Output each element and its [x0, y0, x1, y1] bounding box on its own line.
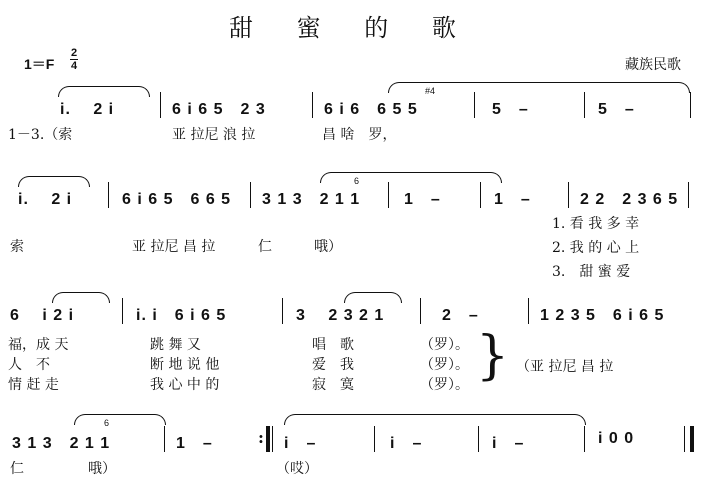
verse-3-lyric: 我 心 中 的	[150, 377, 220, 393]
measure: 6 i 6 5 2 3	[172, 101, 266, 118]
measure: 2 –	[442, 307, 479, 324]
barline	[568, 182, 569, 208]
measure: i. i 6 i 6 5	[136, 307, 227, 324]
verse-3-lyric: 寂 寞	[312, 377, 354, 393]
measure: 1 –	[176, 435, 213, 452]
staff-line-2	[0, 174, 703, 214]
barline	[312, 92, 313, 118]
barline	[684, 426, 685, 452]
verse-2-lyric: 断 地 说 他	[150, 357, 220, 373]
measure: 1 –	[494, 191, 531, 208]
verse-2-start: 2. 我 的 心 上	[552, 240, 640, 256]
time-signature-bottom: 4	[70, 60, 78, 72]
measure: 1 2 3 5 6 i 6 5	[540, 307, 665, 324]
measure: 1 –	[404, 191, 441, 208]
measure: 2 2 2 3 6 5	[580, 191, 679, 208]
measure: 6 i 6 6 5 5	[324, 101, 418, 118]
barline	[108, 182, 109, 208]
verse-1-lyric: （罗）。	[420, 337, 469, 353]
barline	[164, 426, 165, 452]
staff-line-1	[0, 84, 703, 124]
key-signature: 1＝F	[24, 56, 55, 72]
barline	[688, 182, 689, 208]
barline	[160, 92, 161, 118]
time-signature-top: 2	[70, 47, 78, 59]
barline	[122, 298, 123, 324]
staff-line-4	[0, 418, 703, 458]
barline	[250, 182, 251, 208]
lyric: 仁	[10, 461, 24, 477]
staff-line-3	[0, 290, 703, 330]
repeat-sign: :	[258, 428, 264, 447]
measure: i. 2 i	[18, 191, 73, 208]
lyric: 索	[10, 239, 24, 255]
barline	[478, 426, 479, 452]
song-title: 甜 蜜 的 歌	[229, 14, 474, 42]
measure: i 0 0	[598, 430, 635, 447]
grace-note: 6	[354, 176, 360, 186]
verse-2-lyric: 爱 我	[312, 357, 354, 373]
measure: 3 1 3 2 1 1	[12, 435, 111, 452]
measure: i –	[492, 435, 525, 452]
lyric-prefix: 1－3.（索	[8, 127, 73, 143]
verse-1-start: 1. 看 我 多 幸	[552, 216, 640, 232]
barline	[420, 298, 421, 324]
barline	[584, 92, 585, 118]
barline	[480, 182, 481, 208]
measure: i –	[390, 435, 423, 452]
barline	[282, 298, 283, 324]
measure: 5 –	[598, 101, 635, 118]
song-origin: 藏族民歌	[625, 57, 681, 73]
grace-note: 6	[104, 418, 110, 428]
verse-1-lyric: 福，成 天	[8, 337, 69, 353]
measure: 6 i 6 5 6 6 5	[122, 191, 232, 208]
lyric: 亚 拉尼 昌 拉	[132, 239, 216, 255]
repeat-barline	[266, 426, 270, 452]
final-barline	[690, 426, 694, 452]
barline	[474, 92, 475, 118]
measure: i. 2 i	[60, 101, 115, 118]
slur	[74, 414, 166, 425]
verse-3-lyric: （罗）。	[420, 377, 469, 393]
verse-2-lyric: （罗）。	[420, 357, 469, 373]
measure: i –	[284, 435, 317, 452]
barline	[388, 182, 389, 208]
barline	[690, 92, 691, 118]
barline	[374, 426, 375, 452]
tie	[284, 414, 586, 425]
measure: 5 –	[492, 101, 529, 118]
lyric: 哦）	[314, 239, 342, 255]
barline	[528, 298, 529, 324]
measure: 3 2 3 2 1	[296, 307, 385, 324]
barline	[272, 426, 273, 452]
lyric: 亚 拉尼 浪 拉	[172, 127, 256, 143]
lyric: 仁	[258, 239, 272, 255]
verse-brace: }	[476, 326, 510, 386]
lyric: （哎）	[276, 461, 318, 477]
lyric: 昌 啥 罗，	[322, 127, 397, 143]
verse-3-lyric: 情 赶 走	[8, 377, 59, 393]
grace-note: #4	[425, 86, 436, 96]
lyric: 哦）	[88, 461, 116, 477]
measure: 6 i 2 i	[10, 307, 75, 324]
verse-3-start: 3. 甜 蜜 爱	[552, 264, 631, 280]
verse-1-lyric: 跳 舞 又	[150, 337, 201, 353]
refrain-lyric: （亚 拉尼 昌 拉	[516, 359, 614, 375]
verse-1-lyric: 唱 歌	[312, 337, 354, 353]
barline	[584, 426, 585, 452]
measure: 3 1 3 2 1 1	[262, 191, 361, 208]
tie	[320, 172, 502, 183]
verse-2-lyric: 人 不	[8, 357, 50, 373]
time-signature	[70, 48, 78, 71]
